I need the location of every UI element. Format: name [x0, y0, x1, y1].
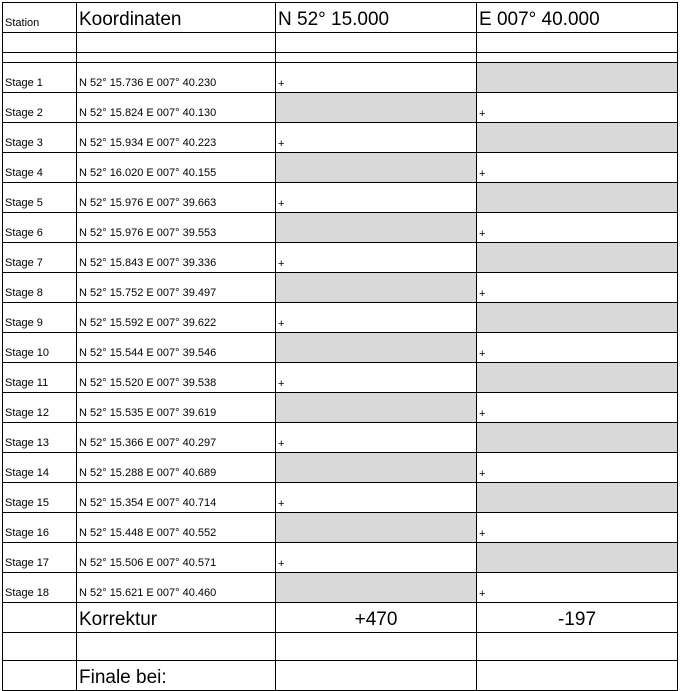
empty-cell [276, 53, 477, 63]
east-mark-cell: + [477, 213, 678, 243]
stage-coords: N 52° 15.752 E 007° 39.497 [77, 273, 276, 303]
empty-cell [77, 53, 276, 63]
empty-cell [477, 33, 678, 53]
north-mark-cell: + [276, 543, 477, 573]
empty-cell [77, 33, 276, 53]
east-base-header: E 007° 40.000 [477, 3, 678, 33]
korrektur-label: Korrektur [77, 603, 276, 633]
stage-name: Stage 18 [3, 573, 77, 603]
stage-row [3, 393, 678, 423]
east-mark-cell [477, 63, 678, 93]
stage-row [3, 63, 678, 93]
east-mark-cell [477, 543, 678, 573]
stage-name: Stage 15 [3, 483, 77, 513]
north-mark-cell [276, 153, 477, 183]
header-row [3, 3, 678, 33]
finale-row [3, 661, 678, 691]
east-mark-cell [477, 363, 678, 393]
stage-row [3, 573, 678, 603]
korrektur-north: +470 [276, 603, 477, 633]
stage-row [3, 303, 678, 333]
empty-cell [477, 53, 678, 63]
stage-name: Stage 3 [3, 123, 77, 153]
east-mark-cell: + [477, 93, 678, 123]
stage-row [3, 363, 678, 393]
stage-row [3, 423, 678, 453]
east-mark-cell: + [477, 513, 678, 543]
stage-name: Stage 17 [3, 543, 77, 573]
stage-row [3, 543, 678, 573]
north-mark-cell: + [276, 483, 477, 513]
stage-coords: N 52° 16.020 E 007° 40.155 [77, 153, 276, 183]
stage-name: Stage 12 [3, 393, 77, 423]
stage-row [3, 243, 678, 273]
stage-coords: N 52° 15.621 E 007° 40.460 [77, 573, 276, 603]
north-mark-cell: + [276, 363, 477, 393]
empty-cell [3, 661, 77, 691]
stage-coords: N 52° 15.824 E 007° 40.130 [77, 93, 276, 123]
coordinates-table [2, 2, 678, 691]
finale-label: Finale bei: [77, 661, 276, 691]
stage-row [3, 333, 678, 363]
stage-coords: N 52° 15.354 E 007° 40.714 [77, 483, 276, 513]
empty-row [3, 33, 678, 53]
east-mark-cell [477, 483, 678, 513]
stage-coords: N 52° 15.544 E 007° 39.546 [77, 333, 276, 363]
finale-east-cell [477, 661, 678, 691]
stage-name: Stage 16 [3, 513, 77, 543]
stage-name: Stage 14 [3, 453, 77, 483]
stage-coords: N 52° 15.448 E 007° 40.552 [77, 513, 276, 543]
north-mark-cell [276, 333, 477, 363]
stage-coords: N 52° 15.736 E 007° 40.230 [77, 63, 276, 93]
east-mark-cell [477, 243, 678, 273]
coords-header: Koordinaten [77, 3, 276, 33]
finale-north-cell [276, 661, 477, 691]
stage-name: Stage 9 [3, 303, 77, 333]
stage-row [3, 483, 678, 513]
station-header: Station [3, 3, 77, 33]
stage-row [3, 453, 678, 483]
stage-coords: N 52° 15.535 E 007° 39.619 [77, 393, 276, 423]
east-mark-cell [477, 183, 678, 213]
stage-name: Stage 6 [3, 213, 77, 243]
north-mark-cell [276, 453, 477, 483]
stage-row [3, 183, 678, 213]
stage-name: Stage 7 [3, 243, 77, 273]
empty-row [3, 633, 678, 661]
stage-coords: N 52° 15.976 E 007° 39.553 [77, 213, 276, 243]
empty-cell [276, 633, 477, 661]
north-mark-cell: + [276, 423, 477, 453]
east-mark-cell: + [477, 393, 678, 423]
stage-row [3, 123, 678, 153]
north-mark-cell [276, 93, 477, 123]
empty-row [3, 53, 678, 63]
empty-cell [3, 53, 77, 63]
empty-cell [77, 633, 276, 661]
stage-coords: N 52° 15.288 E 007° 40.689 [77, 453, 276, 483]
north-mark-cell: + [276, 183, 477, 213]
north-mark-cell [276, 273, 477, 303]
stage-name: Stage 10 [3, 333, 77, 363]
north-base-header: N 52° 15.000 [276, 3, 477, 33]
stage-coords: N 52° 15.934 E 007° 40.223 [77, 123, 276, 153]
korrektur-east: -197 [477, 603, 678, 633]
stage-name: Stage 5 [3, 183, 77, 213]
stage-row [3, 93, 678, 123]
north-mark-cell [276, 573, 477, 603]
stage-name: Stage 8 [3, 273, 77, 303]
north-mark-cell: + [276, 123, 477, 153]
east-mark-cell [477, 123, 678, 153]
stage-name: Stage 11 [3, 363, 77, 393]
east-mark-cell [477, 303, 678, 333]
north-mark-cell: + [276, 303, 477, 333]
east-mark-cell: + [477, 153, 678, 183]
stage-row [3, 513, 678, 543]
empty-cell [3, 33, 77, 53]
stage-name: Stage 4 [3, 153, 77, 183]
empty-cell [276, 33, 477, 53]
stage-name: Stage 1 [3, 63, 77, 93]
east-mark-cell: + [477, 333, 678, 363]
east-mark-cell: + [477, 453, 678, 483]
stage-row [3, 273, 678, 303]
north-mark-cell [276, 513, 477, 543]
korrektur-row [3, 603, 678, 633]
east-mark-cell: + [477, 573, 678, 603]
east-mark-cell: + [477, 273, 678, 303]
stage-row [3, 153, 678, 183]
north-mark-cell [276, 393, 477, 423]
stage-coords: N 52° 15.506 E 007° 40.571 [77, 543, 276, 573]
stage-name: Stage 2 [3, 93, 77, 123]
stage-coords: N 52° 15.520 E 007° 39.538 [77, 363, 276, 393]
stage-coords: N 52° 15.592 E 007° 39.622 [77, 303, 276, 333]
stage-name: Stage 13 [3, 423, 77, 453]
stage-row [3, 213, 678, 243]
empty-cell [3, 633, 77, 661]
east-mark-cell [477, 423, 678, 453]
stage-coords: N 52° 15.976 E 007° 39.663 [77, 183, 276, 213]
empty-cell [3, 603, 77, 633]
north-mark-cell [276, 213, 477, 243]
north-mark-cell: + [276, 63, 477, 93]
stage-coords: N 52° 15.843 E 007° 39.336 [77, 243, 276, 273]
empty-cell [477, 633, 678, 661]
stage-coords: N 52° 15.366 E 007° 40.297 [77, 423, 276, 453]
north-mark-cell: + [276, 243, 477, 273]
